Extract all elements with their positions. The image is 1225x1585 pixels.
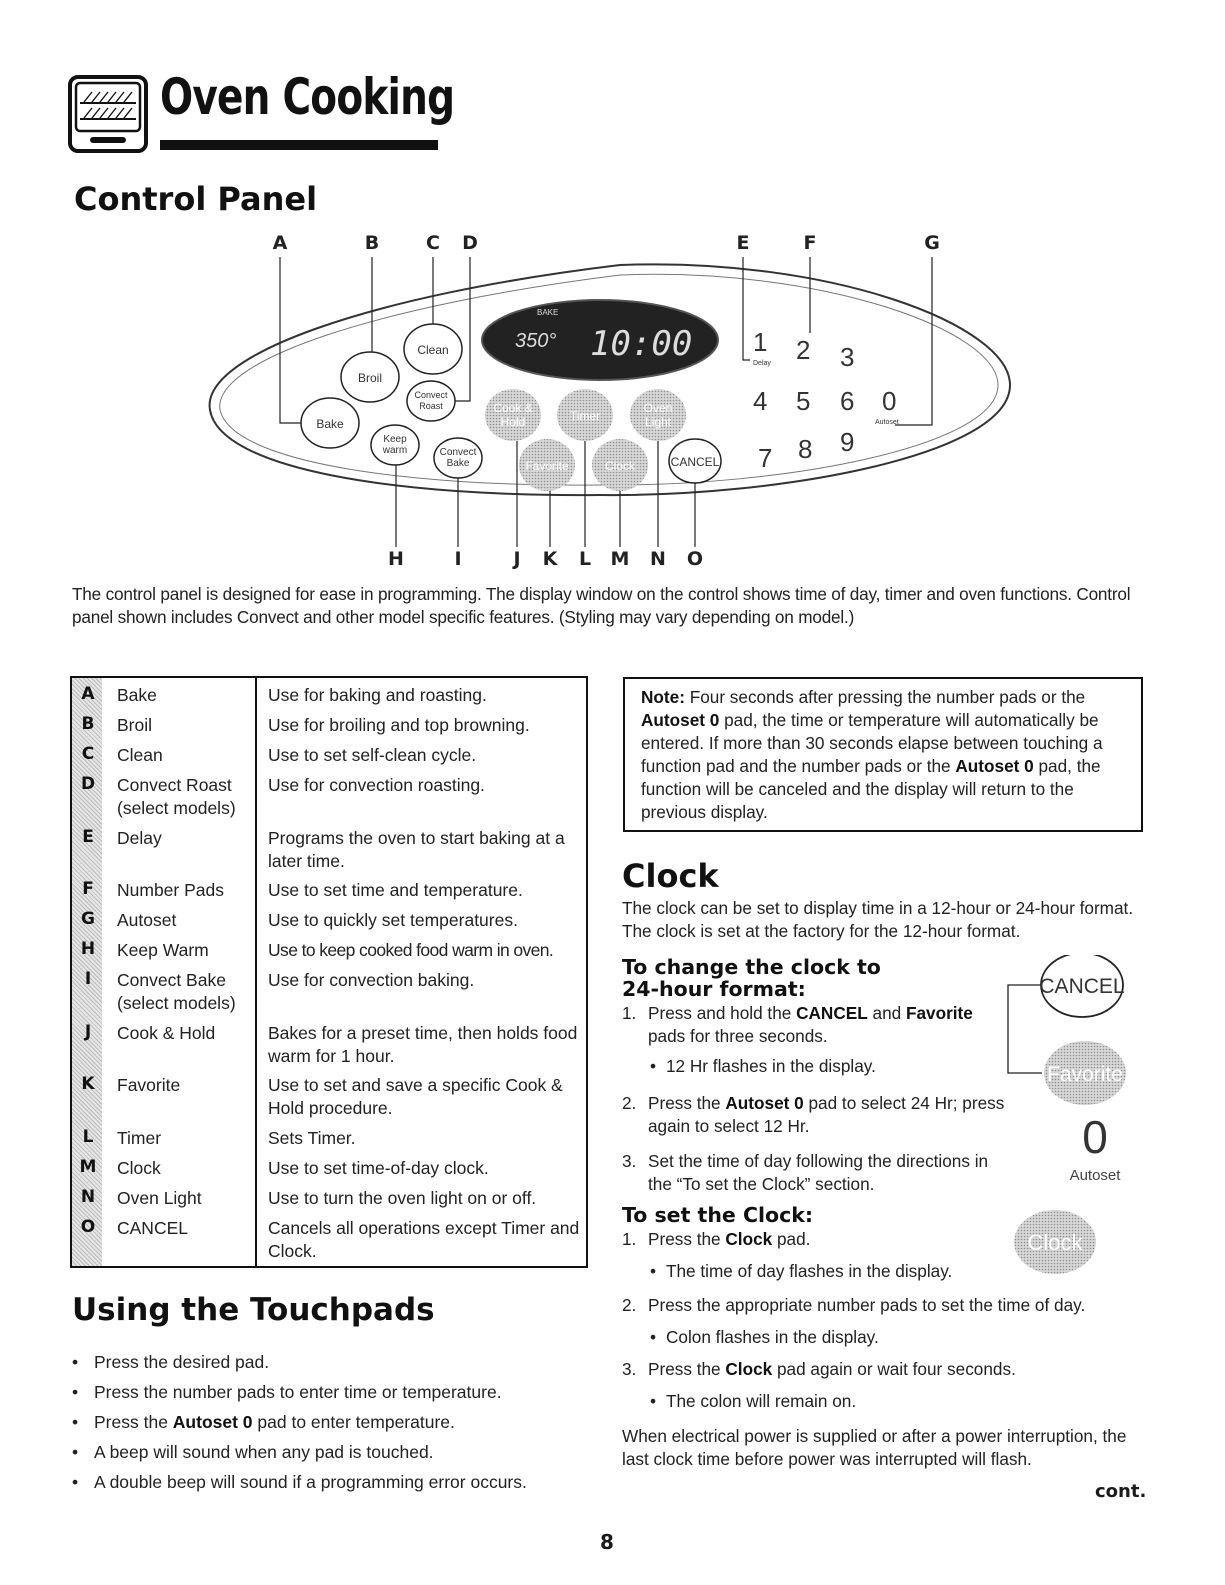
clock-label: Clock [604, 459, 636, 473]
keep-warm-label-2: warm [382, 445, 408, 456]
control-panel-heading: Control Panel [74, 180, 318, 218]
row-name: Clock [117, 1158, 161, 1178]
power-note: When electrical power is supplied or after a power interruption, the last clock time before power was interrupted will flash. [622, 1426, 1127, 1469]
row-desc: Use to quickly set temperatures. [268, 910, 518, 930]
control-panel-intro: The control panel is designed for ease in programming. The display window on the control shows time of day, timer and oven functions. Control panel shown includes Convect and other model specific features. (Styling may vary depending on model.) [72, 584, 1131, 627]
touchpads-list [72, 1348, 592, 1498]
row-letter: K [81, 1074, 95, 1094]
cook-hold-label-1: Cook & [493, 401, 533, 415]
row-name: Cook & Hold [117, 1023, 216, 1043]
continued-label: cont. [1095, 1481, 1147, 1502]
side-favorite-label: Favorite [1047, 1063, 1123, 1086]
step: 1. Press the Clock pad. [622, 1229, 811, 1249]
clock-pads-illustration [1000, 955, 1150, 1235]
row-desc: Use to keep cooked food warm in oven. [268, 940, 554, 960]
set-clock-steps [622, 1228, 1142, 1413]
row-name: Number Pads [117, 880, 224, 900]
row-name: Bake [117, 685, 157, 705]
cook-hold-label-2: Hold [500, 415, 526, 429]
callout-I: I [454, 548, 462, 570]
side-autoset-label: Autoset [1069, 1167, 1121, 1184]
convect-roast-label-1: Convect [414, 390, 448, 400]
number-2: 2 [796, 335, 811, 365]
feature-table [70, 676, 588, 1268]
callout-M: M [610, 548, 630, 570]
note-box: Note: Four seconds after pressing the number pads or the Autoset 0 pad, the time or temperature will automatically be entered. If more than 30 seconds elapse between touching a function pad and the number pads or the Autoset 0 pad, the function will be canceled and the display will return to the previous display. [623, 677, 1143, 832]
row-desc: Use to set time and temperature. [268, 880, 523, 900]
list-item: • A beep will sound when any pad is touched. [72, 1438, 592, 1468]
row-letter: E [82, 827, 94, 847]
row-letter: J [84, 1022, 92, 1042]
row-desc: Use to set self-clean cycle. [268, 745, 477, 765]
step: 2. Press the appropriate number pads to set the time of day. [622, 1295, 1086, 1315]
row-name: Timer [117, 1128, 162, 1148]
callout-K: K [542, 548, 558, 570]
row-letter: N [80, 1187, 96, 1207]
side-zero-label: 0 [1082, 1111, 1108, 1163]
callout-J: J [513, 548, 521, 570]
cancel-pad-label: CANCEL [670, 455, 720, 469]
sub-bullet: • The time of day flashes in the display. [622, 1260, 1142, 1283]
step: 1. Press and hold the CANCEL and Favorite pads for three seconds. [622, 1003, 973, 1046]
callout-E: E [736, 232, 750, 254]
row-letter: M [79, 1157, 97, 1177]
sub-bullet: • Colon flashes in the display. [622, 1326, 1142, 1349]
callout-F: F [803, 232, 817, 254]
delay-label: Delay [753, 360, 771, 367]
callout-L: L [578, 548, 592, 570]
side-cancel-label: CANCEL [1039, 975, 1125, 998]
convect-roast-label-2: Roast [419, 401, 443, 411]
broil-pad-label: Broil [357, 371, 383, 385]
display-time: 10:00 [590, 324, 693, 364]
sub-bullet: • 12 Hr flashes in the display. [622, 1055, 1007, 1078]
convect-bake-label-2: Bake [446, 458, 470, 469]
autoset-label: Autoset [875, 419, 899, 426]
clean-pad-label: Clean [417, 343, 449, 357]
list-item: • A double beep will sound if a programming error occurs. [72, 1468, 592, 1498]
row-letter: D [80, 774, 96, 794]
number-7: 7 [758, 443, 773, 473]
row-name: Convect Roast (select models) [117, 775, 236, 818]
row-desc: Programs the oven to start baking at a later time. [268, 828, 565, 871]
oven-icon [68, 75, 148, 153]
number-9: 9 [840, 427, 855, 457]
step: 3. Press the Clock pad again or wait four seconds. [622, 1359, 1016, 1379]
row-letter: L [82, 1127, 94, 1147]
number-0: 0 [882, 386, 897, 416]
clock-intro: The clock can be set to display time in a 12-hour or 24-hour format. The clock is set at the factory for the 12-hour format. [622, 898, 1134, 941]
callout-G: G [924, 232, 940, 254]
row-name: Keep Warm [117, 940, 209, 960]
row-desc: Use to set and save a specific Cook & Hold procedure. [268, 1075, 563, 1118]
row-desc: Cancels all operations except Timer and Clock. [268, 1218, 580, 1261]
number-4: 4 [753, 386, 768, 416]
callout-B: B [364, 232, 380, 254]
row-name: Oven Light [117, 1188, 202, 1208]
convect-bake-label-1: Convect [439, 447, 477, 458]
oven-light-label-1: Oven [643, 401, 673, 415]
row-name: Autoset [117, 910, 177, 930]
callout-H: H [388, 548, 404, 570]
row-name: Favorite [117, 1075, 181, 1095]
callout-D: D [462, 232, 478, 254]
list-item: • Press the desired pad. [72, 1348, 592, 1378]
change-format-heading: To change the clock to 24-hour format: [622, 955, 881, 1001]
row-desc: Sets Timer. [268, 1128, 356, 1148]
clock-heading: Clock [622, 857, 719, 895]
step: 3. Set the time of day following the directions in the “To set the Clock” section. [622, 1151, 989, 1194]
row-desc: Use to set time-of-day clock. [268, 1158, 489, 1178]
row-desc: Use to turn the oven light on or off. [268, 1188, 537, 1208]
number-5: 5 [796, 386, 811, 416]
callout-C: C [426, 232, 440, 254]
row-letter: H [80, 939, 96, 959]
row-desc: Use for convection roasting. [268, 775, 485, 795]
row-letter: B [81, 714, 95, 734]
bake-pad-label: Bake [316, 417, 344, 431]
number-6: 6 [840, 386, 855, 416]
callout-O: O [686, 548, 704, 570]
row-desc: Use for baking and roasting. [268, 685, 487, 705]
row-letter: I [84, 969, 92, 989]
title-rule [160, 140, 438, 150]
number-3: 3 [840, 342, 855, 372]
touchpads-heading: Using the Touchpads [72, 1292, 435, 1328]
callout-A: A [272, 232, 288, 254]
step: 2. Press the Autoset 0 pad to select 24 Hr; press again to select 12 Hr. [622, 1093, 1005, 1136]
row-name: Delay [117, 828, 162, 848]
favorite-label: Favorite [525, 459, 569, 473]
row-desc: Bakes for a preset time, then holds food warm for 1 hour. [268, 1023, 578, 1066]
note-label: Note: [641, 687, 685, 707]
column-divider [255, 678, 257, 1266]
oven-light-label-2: Light [644, 415, 672, 429]
row-letter: A [81, 684, 95, 704]
row-desc: Use for broiling and top browning. [268, 715, 530, 735]
change-format-steps [622, 1002, 1007, 1196]
row-name: Clean [117, 745, 163, 765]
row-letter: G [81, 909, 95, 929]
keep-warm-label-1: Keep [383, 434, 407, 445]
list-item: • Press the Autoset 0 pad to enter temperature. [72, 1408, 592, 1438]
row-desc: Use for convection baking. [268, 970, 475, 990]
sub-bullet: • The colon will remain on. [622, 1390, 1142, 1413]
row-name: Convect Bake (select models) [117, 970, 236, 1013]
display-temp: 350° [515, 330, 557, 352]
page-title: Oven Cooking [160, 68, 455, 126]
list-item: • Press the number pads to enter time or temperature. [72, 1378, 592, 1408]
row-letter: C [81, 744, 95, 764]
number-8: 8 [798, 434, 813, 464]
page-number: 8 [600, 1530, 614, 1554]
row-letter: F [82, 879, 94, 899]
set-clock-heading: To set the Clock: [622, 1203, 814, 1227]
side-clock-label: Clock [1027, 1230, 1083, 1255]
row-name: Broil [117, 715, 153, 735]
number-1: 1 [753, 327, 768, 357]
callout-N: N [650, 548, 666, 570]
timer-label: Timer [569, 409, 601, 423]
display-mode: BAKE [537, 308, 559, 317]
row-name: CANCEL [117, 1218, 188, 1238]
row-letter: O [80, 1217, 96, 1237]
control-panel-diagram [180, 225, 1050, 585]
